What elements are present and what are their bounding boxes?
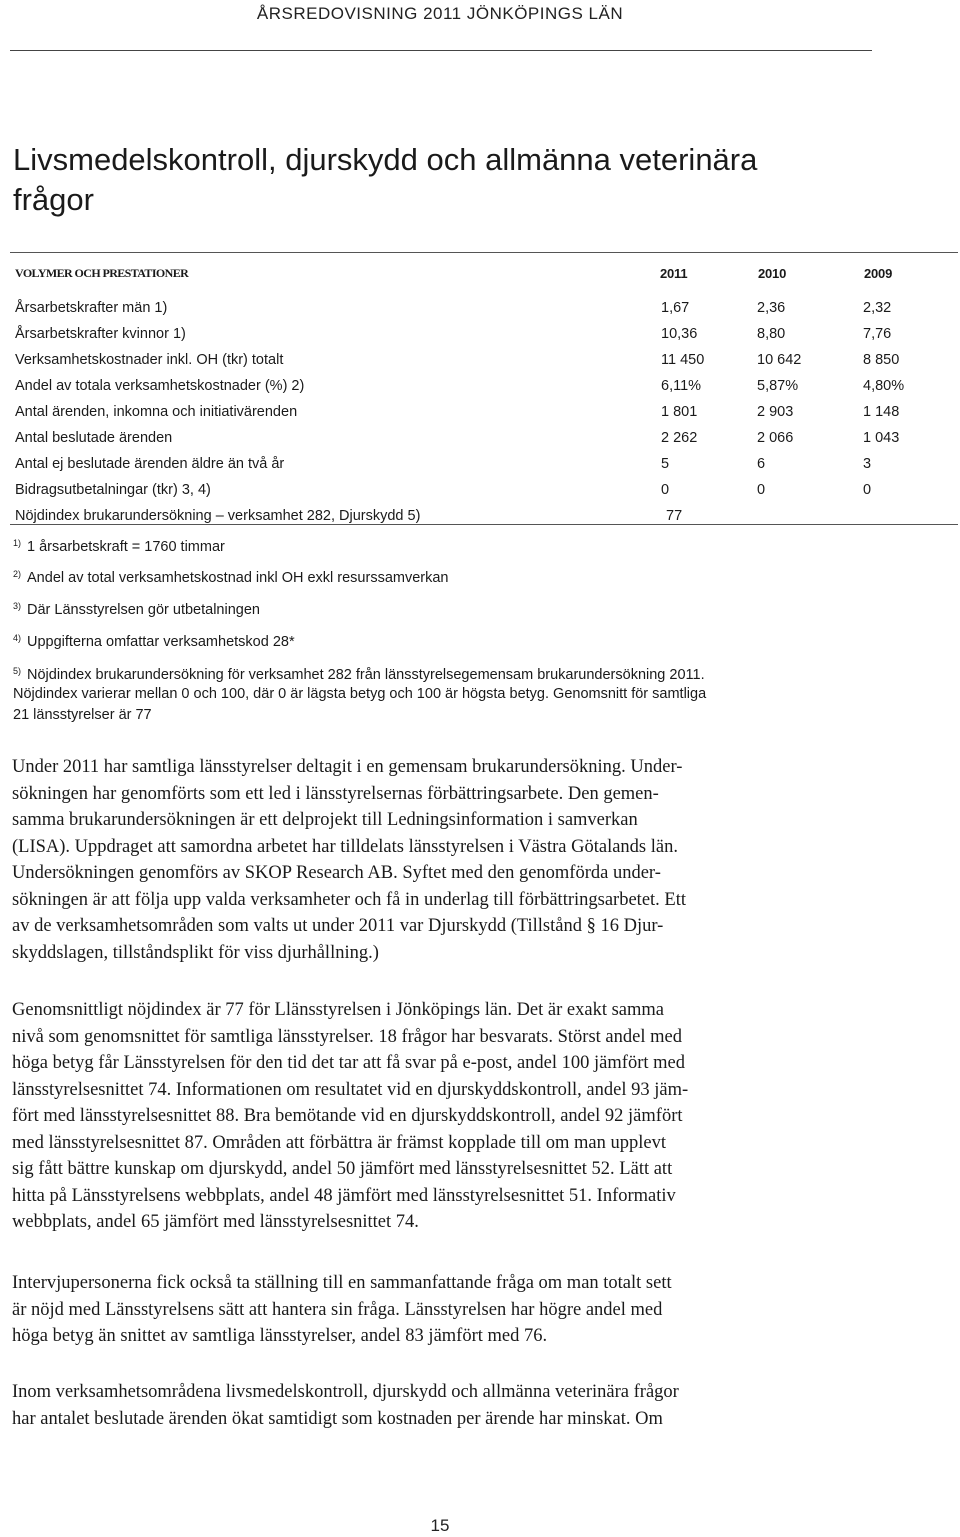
footnote-text: 1 årsarbetskraft = 1760 timmar — [27, 539, 225, 555]
paragraph-line: hitta på Länsstyrelsens webbplats, andel 48 jämfört med länsstyrelsesnittet 51. Informativ — [12, 1185, 676, 1206]
paragraph-line: webbplats, andel 65 jämfört med länsstyrelsesnittet 74. — [12, 1212, 419, 1232]
paragraph-line: höga betyg än snittet av samtliga länsstyrelser, andel 83 jämfört med 76. — [12, 1326, 548, 1346]
row-value-2010: 5,87% — [757, 378, 799, 394]
table-row — [0, 505, 960, 531]
paragraph-line: Inom verksamhetsområdena livsmedelskontroll, djurskydd och allmänna veterinära frågor — [12, 1382, 679, 1402]
paragraph-line: av de verksamhetsområden som valts ut under 2011 var Djurskydd (Tillstånd § 16 Djur- — [12, 916, 664, 936]
row-label: Nöjdindex brukarundersökning – verksamhet 282, Djurskydd 5) — [15, 508, 421, 524]
paragraph-line: Intervjupersonerna fick också ta ställning till en sammanfattande fråga om man totalt sett — [12, 1273, 672, 1293]
row-value-2011: 77 — [666, 508, 683, 524]
page-title — [13, 140, 913, 220]
paragraph-line: fört med länsstyrelsesnittet 88. Bra bemötande vid en djurskyddskontroll, andel 92 jämfört — [12, 1106, 683, 1126]
row-value-2009: 3 — [863, 456, 872, 472]
row-label: Antal ärenden, inkomna och initiativärenden — [15, 404, 298, 420]
table-row — [0, 349, 960, 375]
table-header-label: VOLYMER OCH PRESTATIONER — [15, 266, 189, 280]
row-value-2009: 4,80% — [863, 378, 905, 394]
row-label: Årsarbetskrafter män 1) — [15, 300, 168, 316]
footnote-text: Nöjdindex brukarundersökning för verksamhet 282 från länsstyrelsegemensam brukarundersökning 2011. — [27, 667, 705, 683]
paragraph-line: länsstyrelsesnittet 74. Informationen om resultatet vid en djurskyddskontroll, andel 93 jäm- — [12, 1079, 689, 1100]
paragraph-line: sökningen är att följa upp valda verksamheter och få in underlag till förbättringsarbetet. Ett — [12, 889, 686, 910]
paragraph-2 — [12, 997, 872, 1236]
row-value-2010: 10 642 — [757, 352, 802, 368]
paragraph-1 — [12, 754, 872, 966]
footnote-5 — [13, 666, 705, 683]
table-row — [0, 297, 960, 323]
footnote-mark: 5) — [13, 666, 22, 676]
row-value-2011: 2 262 — [661, 430, 698, 446]
paragraph-line: samma brukarundersökningen är ett delprojekt till Ledningsinformation i samverkan — [12, 810, 638, 830]
row-value-2011: 10,36 — [661, 326, 698, 342]
row-value-2010: 6 — [757, 456, 766, 472]
paragraph-4 — [12, 1379, 872, 1432]
row-value-2011: 1,67 — [661, 300, 690, 316]
footnote-mark: 4) — [13, 633, 22, 643]
row-value-2011: 5 — [661, 456, 670, 472]
paragraph-line: är nöjd med Länsstyrelsens sätt att hantera sin fråga. Länsstyrelsen har högre andel med — [12, 1299, 663, 1320]
row-value-2009: 0 — [863, 482, 872, 498]
header-rule — [10, 50, 872, 51]
table-header-2009: 2009 — [864, 266, 893, 281]
paragraph-line: Undersökningen genomförs av SKOP Research AB. Syftet med den genomförda under- — [12, 863, 661, 883]
page-title-line-2: frågor — [13, 182, 94, 217]
paragraph-line: har antalet beslutade ärenden ökat samtidigt som kostnaden per ärende har minskat. Om — [12, 1408, 663, 1429]
footnote-text: Där Länsstyrelsen gör utbetalningen — [27, 602, 260, 618]
row-value-2009: 1 043 — [863, 430, 900, 446]
row-value-2010: 2 903 — [757, 404, 794, 420]
footnote-3 — [13, 601, 260, 618]
footnote-5-continuation-2: 21 länsstyrelser är 77 — [13, 707, 152, 723]
paragraph-line: skyddslagen, tillståndsplikt för viss djurhållning.) — [12, 942, 379, 963]
row-value-2010: 2 066 — [757, 430, 794, 446]
row-value-2010: 0 — [757, 482, 766, 498]
row-value-2009: 8 850 — [863, 352, 900, 368]
paragraph-line: höga betyg får Länsstyrelsen för den tid det tar att få svar på e-post, andel 100 jämfört med — [12, 1053, 685, 1073]
table-header-2010: 2010 — [758, 266, 787, 281]
table-header-row — [0, 260, 960, 286]
row-label: Bidragsutbetalningar (tkr) 3, 4) — [15, 482, 211, 498]
table-header-2011: 2011 — [660, 266, 688, 281]
row-value-2011: 0 — [661, 482, 670, 498]
footnote-mark: 3) — [13, 601, 22, 611]
footnote-mark: 2) — [13, 569, 22, 579]
row-value-2009: 2,32 — [863, 300, 892, 316]
row-label: Antal beslutade ärenden — [15, 430, 173, 446]
paragraph-line: Under 2011 har samtliga länsstyrelser deltagit i en gemensam brukarundersökning. Under- — [12, 757, 683, 777]
footnote-mark: 1) — [13, 538, 22, 548]
paragraph-line: sökningen har genomförts som ett led i länsstyrelsernas förbättringsarbete. Den gemen- — [12, 783, 659, 804]
table-row — [0, 401, 960, 427]
page-number: 15 — [430, 1516, 450, 1535]
paragraph-line: (LISA). Uppdraget att samordna arbetet har tilldelats länsstyrelsen i Västra Götalands län. — [12, 836, 678, 857]
row-label: Andel av totala verksamhetskostnader (%) 2) — [15, 378, 305, 394]
paragraph-line: sig fått bättre kunskap om djurskydd, andel 50 jämfört med länsstyrelsesnittet 52. Lätt att — [12, 1159, 673, 1179]
table-row — [0, 323, 960, 349]
row-label: Verksamhetskostnader inkl. OH (tkr) totalt — [15, 352, 284, 368]
footnote-4 — [13, 633, 295, 650]
footnote-5-continuation-1: Nöjdindex varierar mellan 0 och 100, där 0 är lägsta betyg och 100 är högsta betyg. Genomsnitt för samtliga — [13, 686, 707, 702]
row-value-2011: 11 450 — [661, 352, 705, 368]
table-row — [0, 453, 960, 479]
row-value-2009: 1 148 — [863, 404, 900, 420]
table-row — [0, 479, 960, 505]
table-top-rule — [10, 252, 958, 253]
footnote-text: Uppgifterna omfattar verksamhetskod 28* — [27, 634, 295, 650]
footnote-text: Andel av total verksamhetskostnad inkl OH exkl resurssamverkan — [27, 570, 449, 586]
table-row — [0, 427, 960, 453]
table-row — [0, 375, 960, 401]
footnote-1 — [13, 538, 225, 555]
footnote-2 — [13, 569, 449, 586]
row-value-2009: 7,76 — [863, 326, 892, 342]
row-value-2010: 8,80 — [757, 326, 786, 342]
paragraph-line: med länsstyrelsesnittet 87. Områden att förbättra är främst kopplade till om man upplevt — [12, 1132, 667, 1153]
row-label: Årsarbetskrafter kvinnor 1) — [15, 326, 186, 342]
running-header: ÅRSREDOVISNING 2011 JÖNKÖPINGS LÄN — [256, 4, 624, 23]
page-title-line-1: Livsmedelskontroll, djurskydd och allmänna veterinära — [13, 142, 758, 177]
paragraph-3 — [12, 1270, 872, 1350]
row-value-2010: 2,36 — [757, 300, 786, 316]
paragraph-line: nivå som genomsnittet för samtliga länsstyrelser. 18 frågor har besvarats. Störst andel med — [12, 1026, 682, 1047]
row-label: Antal ej beslutade ärenden äldre än två år — [15, 456, 285, 472]
row-value-2011: 6,11% — [661, 378, 702, 394]
row-value-2011: 1 801 — [661, 404, 698, 420]
table-bottom-rule — [10, 524, 958, 525]
paragraph-line: Genomsnittligt nöjdindex är 77 för Llänsstyrelsen i Jönköpings län. Det är exakt samma — [12, 1000, 664, 1020]
